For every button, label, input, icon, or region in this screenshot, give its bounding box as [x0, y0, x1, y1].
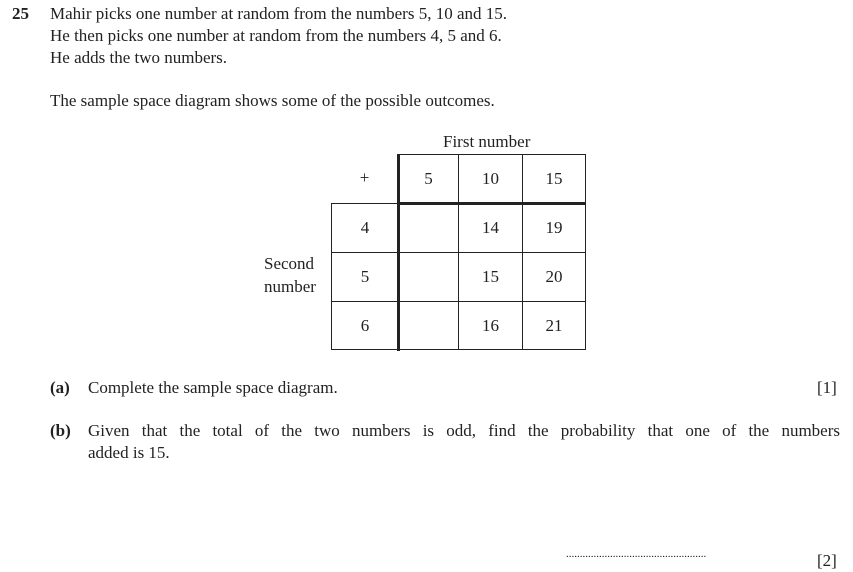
col-header: 10: [458, 154, 523, 203]
second-number-label-line-1: Second: [264, 254, 315, 273]
answer-cell-5-5[interactable]: [398, 252, 459, 302]
second-number-label-line-2: number: [264, 277, 316, 296]
table-cell: 16: [458, 301, 523, 350]
part-a-text: Complete the sample space diagram.: [88, 378, 338, 397]
part-b-label: (b): [50, 421, 71, 440]
part-b-text-line-1: Given that the total of the two numbers is odd, find the probability that one of the numbers: [88, 421, 840, 440]
part-a-marks: [1]: [817, 378, 837, 397]
row-header: 4: [331, 203, 399, 253]
table-cell: 21: [522, 301, 586, 350]
diagram-intro: The sample space diagram shows some of the possible outcomes.: [50, 91, 495, 110]
plus-symbol: +: [359, 168, 370, 187]
question-line-2: He then picks one number at random from the numbers 4, 5 and 6.: [50, 26, 502, 45]
table-cell: 14: [458, 203, 523, 253]
part-b-answer-line[interactable]: ...................................................: [566, 548, 707, 560]
col-header: 5: [398, 154, 459, 203]
header-divider: [398, 202, 586, 205]
part-b-text-line-2: added is 15.: [88, 443, 170, 462]
row-header: 5: [331, 252, 399, 302]
row-header-divider: [397, 154, 400, 351]
question-line-1: Mahir picks one number at random from the numbers 5, 10 and 15.: [50, 4, 508, 23]
question-number: 25: [12, 4, 29, 23]
table-cell: 15: [458, 252, 523, 302]
table-cell: 20: [522, 252, 586, 302]
row-header: 6: [331, 301, 399, 350]
col-header: 15: [522, 154, 586, 203]
part-b-marks: [2]: [817, 551, 837, 570]
answer-cell-5-6[interactable]: [398, 301, 459, 350]
first-number-label: First number: [443, 132, 531, 151]
part-a-label: (a): [50, 378, 70, 397]
answer-cell-5-4[interactable]: [398, 203, 459, 253]
table-cell: 19: [522, 203, 586, 253]
question-line-3: He adds the two numbers.: [50, 48, 228, 67]
